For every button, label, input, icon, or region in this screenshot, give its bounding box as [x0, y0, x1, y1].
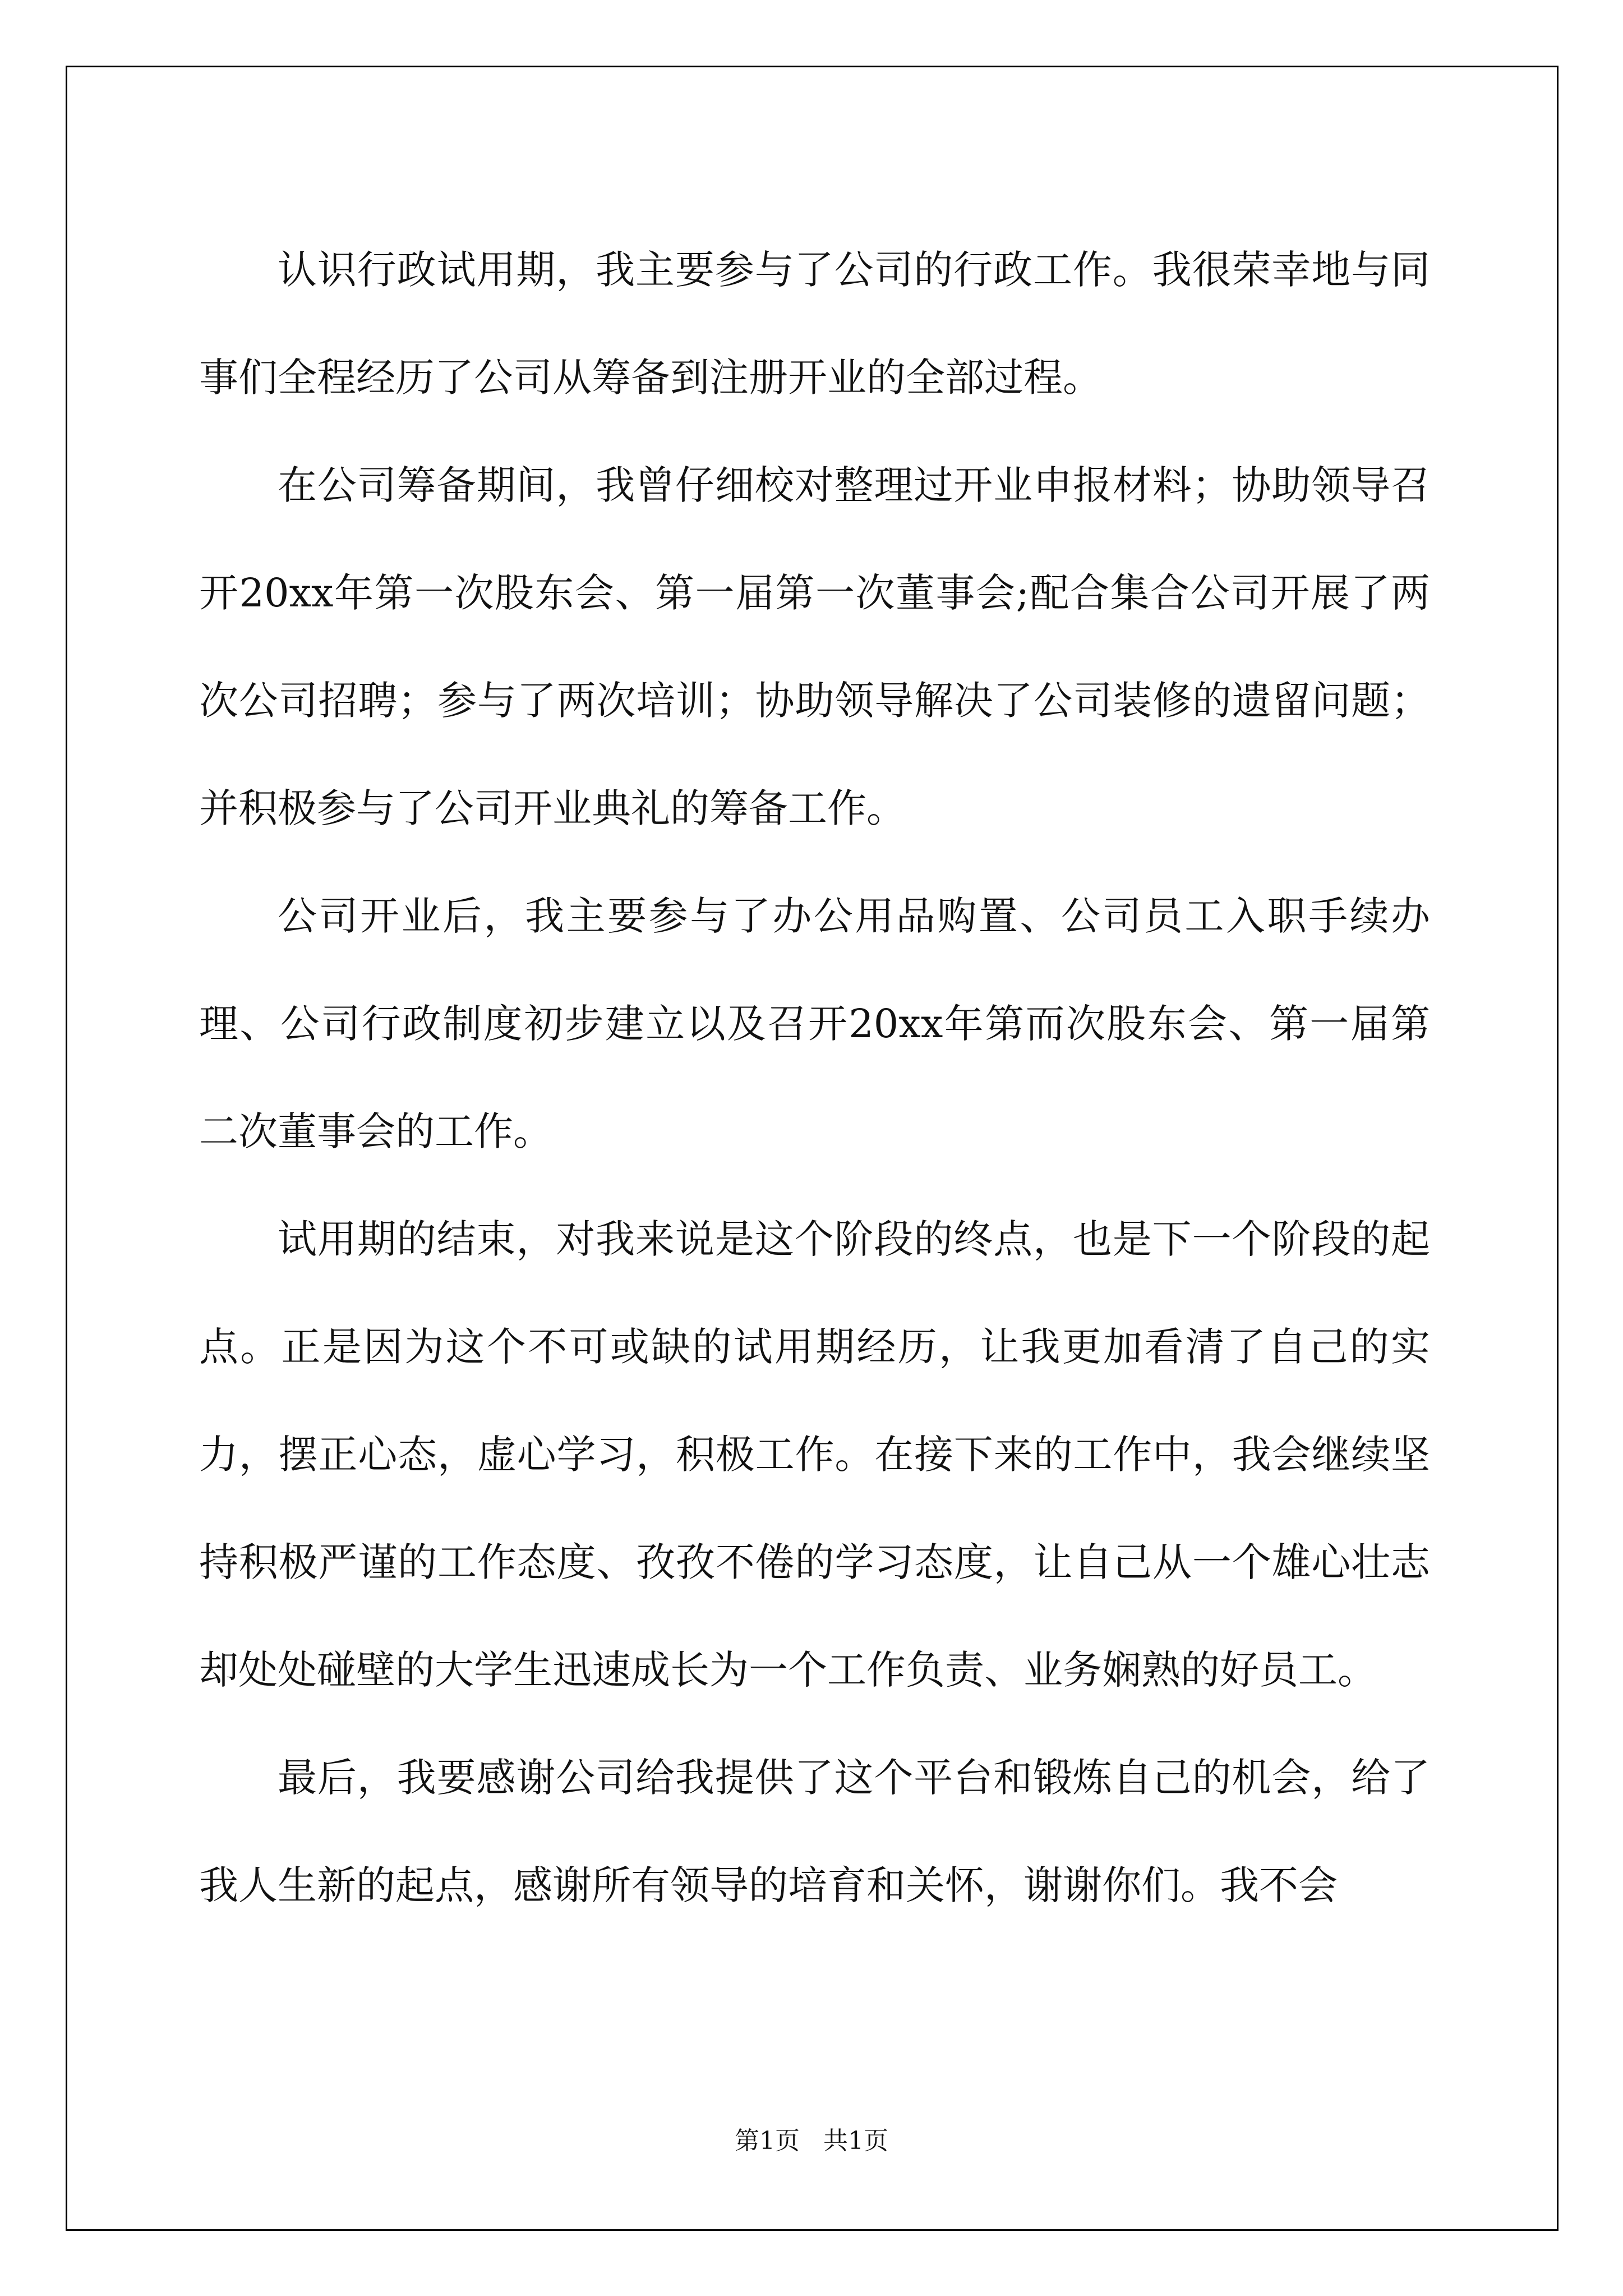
- paragraph-1: 认识行政试用期，我主要参与了公司的行政工作。我很荣幸地与同事们全程经历了公司从筹备到注册开业的全部过程。: [199, 247, 1430, 401]
- paragraph-4: 试用期的结束，对我来说是这个阶段的终点，也是下一个阶段的起点。正是因为这个不可或缺的试用期经历，让我更加看清了自己的实力，摆正心态，虚心学习，积极工作。在接下来的工作中，我会继续坚持积极严谨的工作态度、孜孜不倦的学习态度，让自己从一个雄心壮志却处处碰壁的大学生迅速成长为一个工作负责、业务娴熟的好员工。: [199, 1216, 1430, 1693]
- paragraph-2: 在公司筹备期间，我曾仔细校对整理过开业申报材料；协助领导召开20xx年第一次股东会、第一届第一次董事会;配合集合公司开展了两次公司招聘；参与了两次培训；协助领导解决了公司装修的遗留问题；并积极参与了公司开业典礼的筹备工作。: [199, 462, 1430, 831]
- paragraph-3: 公司开业后，我主要参与了办公用品购置、公司员工入职手续办理、公司行政制度初步建立以及召开20xx年第而次股东会、第一届第二次董事会的工作。: [199, 893, 1430, 1154]
- document-body: [199, 216, 1430, 1939]
- page-number-footer: 第1页 共1页: [735, 2127, 888, 2155]
- paragraph-5: 最后，我要感谢公司给我提供了这个平台和锻炼自己的机会，给了我人生新的起点，感谢所有领导的培育和关怀，谢谢你们。我不会: [199, 1755, 1430, 1908]
